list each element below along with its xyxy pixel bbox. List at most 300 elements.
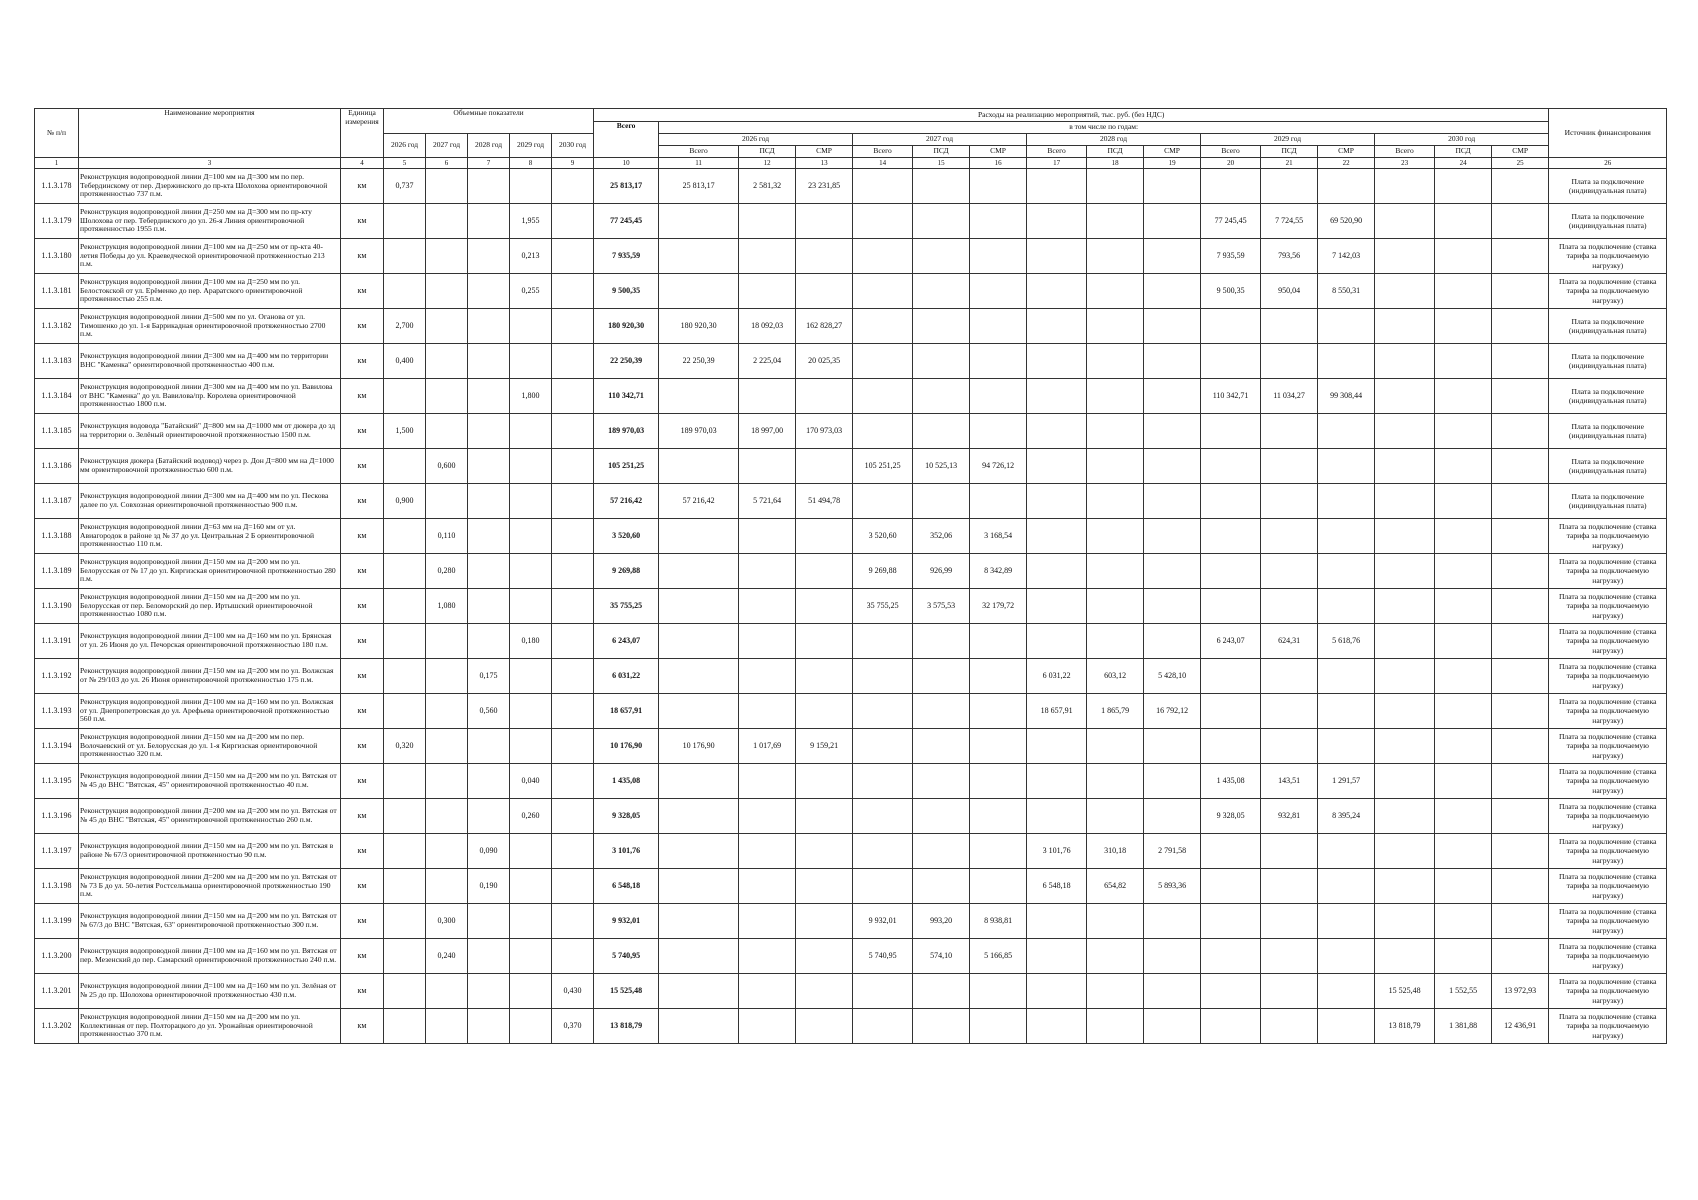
year-cost-cell [1144,379,1201,414]
year-cost-cell [796,764,853,799]
volume-cell: 0,255 [510,274,552,309]
year-cost-cell [1201,729,1261,764]
volume-cell: 1,800 [510,379,552,414]
year-cost-cell [1492,624,1549,659]
year-cost-cell [1492,834,1549,869]
table-row [35,1009,1667,1044]
year-cost-cell [1435,589,1492,624]
volume-cell [468,1009,510,1044]
year-cost-cell [970,659,1027,694]
row-number: 1.1.3.187 [35,484,79,519]
header-volume: Объемные показатели [384,109,594,134]
year-cost-cell [1027,309,1087,344]
volume-cell [468,554,510,589]
unit-cell: км [341,344,384,379]
header-sub-psd: ПСД [1435,146,1492,158]
year-cost-cell: 1 435,08 [1201,764,1261,799]
year-cost-cell [1144,484,1201,519]
header-cost-2030: 2030 год [1375,134,1549,146]
volume-cell [468,799,510,834]
volume-cell: 0,090 [468,834,510,869]
year-cost-cell [970,484,1027,519]
year-cost-cell [1261,694,1318,729]
year-cost-cell [1435,519,1492,554]
year-cost-cell [1492,869,1549,904]
year-cost-cell [739,589,796,624]
table-body [35,169,1667,1044]
year-cost-cell [739,694,796,729]
funding-source-cell: Плата за подключение (ставка тарифа за подключаемую нагрузку) [1549,624,1667,659]
funding-source-cell: Плата за подключение (индивидуальная плата) [1549,344,1667,379]
unit-cell: км [341,939,384,974]
year-cost-cell [739,799,796,834]
year-cost-cell [659,519,739,554]
table-row [35,589,1667,624]
year-cost-cell [970,729,1027,764]
volume-cell [552,519,594,554]
year-cost-cell [1144,169,1201,204]
header-sub-smr: СМР [796,146,853,158]
year-cost-cell: 77 245,45 [1201,204,1261,239]
year-cost-cell [1435,204,1492,239]
volume-cell: 0,180 [510,624,552,659]
year-cost-cell [1435,869,1492,904]
volume-cell [384,239,426,274]
volume-cell [510,414,552,449]
year-cost-cell: 8 550,31 [1318,274,1375,309]
table-row [35,379,1667,414]
volume-cell [552,169,594,204]
unit-cell: км [341,274,384,309]
year-cost-cell [1435,484,1492,519]
year-cost-cell [913,834,970,869]
year-cost-cell [1261,869,1318,904]
funding-source-cell: Плата за подключение (ставка тарифа за подключаемую нагрузку) [1549,869,1667,904]
year-cost-cell: 352,06 [913,519,970,554]
year-cost-cell [1201,1009,1261,1044]
funding-source-cell: Плата за подключение (ставка тарифа за подключаемую нагрузку) [1549,904,1667,939]
volume-cell [384,764,426,799]
volume-cell [468,344,510,379]
measure-name: Реконструкция водопроводной линии Д=100 мм на Д=250 мм по ул. Белостокской от ул. Ерёменко до пер. Араратского ориентировочной протяженностью 255 п.м. [79,274,341,309]
year-cost-cell [1375,274,1435,309]
year-cost-cell [1375,834,1435,869]
volume-cell: 0,175 [468,659,510,694]
row-number: 1.1.3.198 [35,869,79,904]
year-cost-cell: 2 225,04 [739,344,796,379]
year-cost-cell: 6 548,18 [1027,869,1087,904]
year-cost-cell [796,519,853,554]
row-number: 1.1.3.202 [35,1009,79,1044]
volume-cell [384,624,426,659]
volume-cell: 1,955 [510,204,552,239]
year-cost-cell [970,799,1027,834]
funding-source-cell: Плата за подключение (ставка тарифа за подключаемую нагрузку) [1549,519,1667,554]
row-number: 1.1.3.192 [35,659,79,694]
volume-cell [468,169,510,204]
year-cost-cell [1375,344,1435,379]
year-cost-cell [853,624,913,659]
year-cost-cell [796,869,853,904]
year-cost-cell [796,589,853,624]
year-cost-cell [1144,519,1201,554]
year-cost-cell [739,659,796,694]
header-sub-total: Всего [1027,146,1087,158]
year-cost-cell [796,694,853,729]
total-cost-cell: 25 813,17 [594,169,659,204]
header-source: Источник финансирования [1549,109,1667,158]
table-row [35,274,1667,309]
header-sub-smr: СМР [970,146,1027,158]
year-cost-cell [1318,309,1375,344]
year-cost-cell [853,1009,913,1044]
row-number: 1.1.3.189 [35,554,79,589]
volume-cell [552,344,594,379]
year-cost-cell [796,379,853,414]
volume-cell: 0,370 [552,1009,594,1044]
measure-name: Реконструкция водопроводной линии Д=150 мм на Д=200 мм по ул. Белорусская от № 17 до ул. Киргизская ориентировочной протяженностью 280 п.м. [79,554,341,589]
year-cost-cell: 926,99 [913,554,970,589]
year-cost-cell [1144,274,1201,309]
table-row [35,484,1667,519]
total-cost-cell: 6 243,07 [594,624,659,659]
row-number: 1.1.3.183 [35,344,79,379]
year-cost-cell [1201,519,1261,554]
year-cost-cell: 5 893,36 [1144,869,1201,904]
year-cost-cell [1318,519,1375,554]
table-row [35,169,1667,204]
year-cost-cell [1087,554,1144,589]
year-cost-cell: 69 520,90 [1318,204,1375,239]
volume-cell [384,974,426,1009]
year-cost-cell [1435,239,1492,274]
header-incl-years: в том числе по годам: [659,122,1549,134]
year-cost-cell [1144,309,1201,344]
header-vol-2029: 2029 год [510,134,552,158]
year-cost-cell: 574,10 [913,939,970,974]
volume-cell [552,274,594,309]
header-vol-2028: 2028 год [468,134,510,158]
year-cost-cell [853,974,913,1009]
header-vol-2027: 2027 год [426,134,468,158]
year-cost-cell: 8 342,89 [970,554,1027,589]
year-cost-cell [1201,169,1261,204]
column-number: 12 [739,158,796,169]
year-cost-cell [1261,659,1318,694]
unit-cell: км [341,764,384,799]
year-cost-cell [1492,729,1549,764]
year-cost-cell: 32 179,72 [970,589,1027,624]
volume-cell [552,449,594,484]
column-number: 5 [384,158,426,169]
total-cost-cell: 5 740,95 [594,939,659,974]
year-cost-cell [1261,834,1318,869]
year-cost-cell [1435,939,1492,974]
year-cost-cell [1318,344,1375,379]
year-cost-cell [1318,659,1375,694]
year-cost-cell [1087,729,1144,764]
volume-cell [468,939,510,974]
year-cost-cell [1261,1009,1318,1044]
year-cost-cell [1087,414,1144,449]
column-number: 4 [341,158,384,169]
volume-cell [426,414,468,449]
year-cost-cell: 1 017,69 [739,729,796,764]
year-cost-cell [1435,274,1492,309]
volume-cell [426,624,468,659]
header-total: Всего [594,122,659,158]
header-vol-2026: 2026 год [384,134,426,158]
year-cost-cell [913,204,970,239]
volume-cell [426,834,468,869]
volume-cell [510,834,552,869]
volume-cell [426,204,468,239]
row-number: 1.1.3.199 [35,904,79,939]
volume-cell: 0,320 [384,729,426,764]
year-cost-cell: 18 092,03 [739,309,796,344]
year-cost-cell [1435,834,1492,869]
year-cost-cell [1087,904,1144,939]
volume-cell [468,624,510,659]
year-cost-cell [1492,519,1549,554]
volume-cell [552,204,594,239]
funding-source-cell: Плата за подключение (ставка тарифа за подключаемую нагрузку) [1549,834,1667,869]
year-cost-cell: 8 938,81 [970,904,1027,939]
year-cost-cell [1087,589,1144,624]
year-cost-cell [659,204,739,239]
measure-name: Реконструкция водовода "Батайский" Д=800 мм на Д=1000 мм от дюкера до зд на территории о. Зелёный ориентировочной протяженностью 1500 п.м. [79,414,341,449]
funding-source-cell: Плата за подключение (ставка тарифа за подключаемую нагрузку) [1549,799,1667,834]
year-cost-cell [1087,1009,1144,1044]
volume-cell [510,449,552,484]
year-cost-cell [659,589,739,624]
year-cost-cell: 10 176,90 [659,729,739,764]
year-cost-cell [796,974,853,1009]
year-cost-cell [1261,589,1318,624]
year-cost-cell [853,764,913,799]
funding-source-cell: Плата за подключение (ставка тарифа за подключаемую нагрузку) [1549,554,1667,589]
header-sub-total: Всего [853,146,913,158]
table-row [35,799,1667,834]
year-cost-cell [796,904,853,939]
total-cost-cell: 9 269,88 [594,554,659,589]
year-cost-cell [1435,694,1492,729]
volume-cell [468,309,510,344]
volume-cell: 0,040 [510,764,552,799]
volume-cell [510,554,552,589]
unit-cell: км [341,379,384,414]
year-cost-cell [739,204,796,239]
row-number: 1.1.3.201 [35,974,79,1009]
year-cost-cell [739,939,796,974]
volume-cell [468,484,510,519]
year-cost-cell [659,449,739,484]
year-cost-cell [970,204,1027,239]
unit-cell: км [341,484,384,519]
year-cost-cell [1375,764,1435,799]
total-cost-cell: 18 657,91 [594,694,659,729]
volume-cell: 0,190 [468,869,510,904]
row-number: 1.1.3.180 [35,239,79,274]
year-cost-cell [739,834,796,869]
volume-cell [510,939,552,974]
row-number: 1.1.3.185 [35,414,79,449]
volume-cell [552,554,594,589]
row-number: 1.1.3.193 [35,694,79,729]
volume-cell [468,379,510,414]
column-number: 9 [552,158,594,169]
year-cost-cell: 57 216,42 [659,484,739,519]
year-cost-cell [913,414,970,449]
volume-cell [426,799,468,834]
year-cost-cell [1087,204,1144,239]
volume-cell [552,869,594,904]
year-cost-cell: 16 792,12 [1144,694,1201,729]
year-cost-cell: 9 328,05 [1201,799,1261,834]
year-cost-cell [1261,519,1318,554]
measure-name: Реконструкция водопроводной линии Д=100 мм на Д=300 мм по пер. Тебердинскому от пер. Дзержинского до пр-кта Шолохова ориентировочной протяженностью 737 п.м. [79,169,341,204]
year-cost-cell [1087,519,1144,554]
year-cost-cell [970,1009,1027,1044]
year-cost-cell [1435,904,1492,939]
header-sub-psd: ПСД [913,146,970,158]
row-number: 1.1.3.178 [35,169,79,204]
year-cost-cell [970,169,1027,204]
year-cost-cell [1144,974,1201,1009]
year-cost-cell [1375,379,1435,414]
year-cost-cell [739,1009,796,1044]
total-cost-cell: 180 920,30 [594,309,659,344]
year-cost-cell [1375,694,1435,729]
year-cost-cell [913,694,970,729]
volume-cell [384,904,426,939]
volume-cell [468,904,510,939]
year-cost-cell: 143,51 [1261,764,1318,799]
measure-name: Реконструкция водопроводной линии Д=300 мм на Д=400 мм по территории ВНС "Каменка" ориентировочной протяженностью 400 п.м. [79,344,341,379]
column-numbers-row [35,158,1667,169]
measure-name: Реконструкция водопроводной линии Д=500 мм по ул. Оганова от ул. Тимошенко до ул. 1-я Баррикадная ориентировочной протяженностью 2700 п.м. [79,309,341,344]
year-cost-cell [1435,414,1492,449]
volume-cell [510,869,552,904]
year-cost-cell [659,869,739,904]
measure-name: Реконструкция водопроводной линии Д=100 мм на Д=160 мм по ул. Вятская от пер. Мезенский до пер. Самарский ориентировочной протяженностью 240 п.м. [79,939,341,974]
unit-cell: км [341,169,384,204]
column-number: 14 [853,158,913,169]
funding-source-cell: Плата за подключение (ставка тарифа за подключаемую нагрузку) [1549,659,1667,694]
row-number: 1.1.3.181 [35,274,79,309]
year-cost-cell [913,974,970,1009]
year-cost-cell [853,344,913,379]
column-number: 23 [1375,158,1435,169]
column-number: 19 [1144,158,1201,169]
year-cost-cell [1144,904,1201,939]
table-row [35,939,1667,974]
funding-source-cell: Плата за подключение (ставка тарифа за подключаемую нагрузку) [1549,939,1667,974]
header-sub-total: Всего [659,146,739,158]
year-cost-cell [739,904,796,939]
year-cost-cell [913,274,970,309]
volume-cell [384,799,426,834]
year-cost-cell [1144,764,1201,799]
year-cost-cell [1027,204,1087,239]
row-number: 1.1.3.197 [35,834,79,869]
measures-table [34,108,1667,1044]
volume-cell [426,1009,468,1044]
year-cost-cell [1027,554,1087,589]
year-cost-cell: 3 168,54 [970,519,1027,554]
year-cost-cell [1027,169,1087,204]
year-cost-cell [1201,554,1261,589]
year-cost-cell [739,974,796,1009]
year-cost-cell [1201,974,1261,1009]
year-cost-cell: 1 552,55 [1435,974,1492,1009]
year-cost-cell [739,274,796,309]
year-cost-cell [1492,484,1549,519]
year-cost-cell [1201,449,1261,484]
volume-cell [384,449,426,484]
funding-source-cell: Плата за подключение (ставка тарифа за подключаемую нагрузку) [1549,729,1667,764]
table-row [35,904,1667,939]
year-cost-cell: 22 250,39 [659,344,739,379]
header-cost-2026: 2026 год [659,134,853,146]
measure-name: Реконструкция дюкера (Батайский водовод) через р. Дон Д=800 мм на Д=1000 мм ориентировочной протяженностью 600 п.м. [79,449,341,484]
year-cost-cell: 9 500,35 [1201,274,1261,309]
year-cost-cell [1027,414,1087,449]
volume-cell [510,589,552,624]
column-number: 3 [79,158,341,169]
year-cost-cell [970,869,1027,904]
year-cost-cell [970,414,1027,449]
year-cost-cell [853,309,913,344]
funding-source-cell: Плата за подключение (ставка тарифа за подключаемую нагрузку) [1549,274,1667,309]
funding-source-cell: Плата за подключение (ставка тарифа за подключаемую нагрузку) [1549,974,1667,1009]
volume-cell [510,694,552,729]
year-cost-cell [659,274,739,309]
year-cost-cell: 189 970,03 [659,414,739,449]
year-cost-cell: 6 243,07 [1201,624,1261,659]
year-cost-cell [1492,414,1549,449]
header-sub-smr: СМР [1144,146,1201,158]
year-cost-cell [970,239,1027,274]
year-cost-cell [1087,344,1144,379]
year-cost-cell [1261,729,1318,764]
year-cost-cell [796,554,853,589]
year-cost-cell [913,379,970,414]
volume-cell [384,204,426,239]
year-cost-cell [1375,484,1435,519]
year-cost-cell: 5 166,85 [970,939,1027,974]
volume-cell [552,764,594,799]
funding-source-cell: Плата за подключение (индивидуальная плата) [1549,309,1667,344]
total-cost-cell: 10 176,90 [594,729,659,764]
year-cost-cell [796,659,853,694]
year-cost-cell [1435,449,1492,484]
column-number: 7 [468,158,510,169]
volume-cell [384,519,426,554]
column-number: 1 [35,158,79,169]
year-cost-cell: 11 034,27 [1261,379,1318,414]
year-cost-cell [796,799,853,834]
year-cost-cell: 15 525,48 [1375,974,1435,1009]
table-row [35,239,1667,274]
year-cost-cell [1027,449,1087,484]
measure-name: Реконструкция водопроводной линии Д=100 мм на Д=160 мм по ул. Волжская от ул. Днепропетровская до ул. Арефьева ориентировочной протяженностью 560 п.м. [79,694,341,729]
year-cost-cell [1435,309,1492,344]
year-cost-cell [1492,169,1549,204]
year-cost-cell [1201,589,1261,624]
year-cost-cell [1318,589,1375,624]
year-cost-cell [970,694,1027,729]
